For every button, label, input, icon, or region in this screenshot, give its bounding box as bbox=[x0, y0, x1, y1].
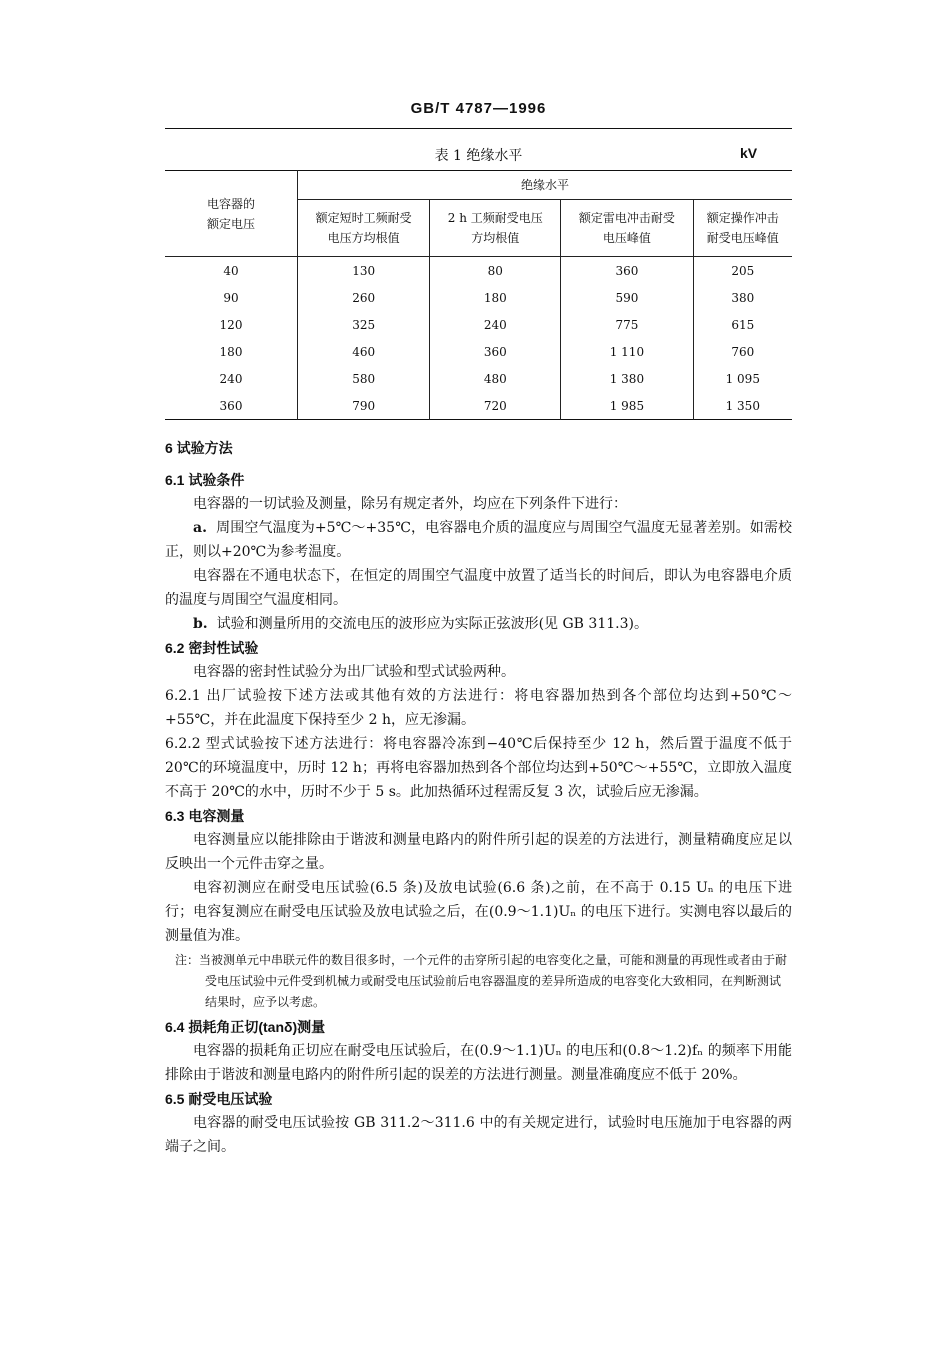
table-cell: 260 bbox=[298, 284, 430, 311]
paragraph: 6.2.1 出厂试验按下述方法或其他有效的方法进行：将电容器加热到各个部位均达到+50℃～+55℃，并在此温度下保持至少 2 h，应无渗漏。 bbox=[165, 688, 792, 728]
table-cell: 40 bbox=[165, 257, 298, 285]
table-cell: 180 bbox=[430, 284, 561, 311]
section-heading: 6.4 损耗角正切(tanδ)测量 bbox=[165, 1019, 326, 1035]
table-cell: 360 bbox=[165, 392, 298, 420]
list-text: 周围空气温度为+5℃～+35℃，电容器电介质的温度应与周围空气温度无显著差别。如需校正，则以+20℃为参考温度。 bbox=[165, 520, 792, 560]
table-cell: 580 bbox=[298, 365, 430, 392]
table-cell: 615 bbox=[693, 311, 792, 338]
list-item bbox=[165, 612, 792, 636]
insulation-level-table bbox=[165, 170, 792, 420]
table-cell: 240 bbox=[165, 365, 298, 392]
group-header: 绝缘水平 bbox=[298, 171, 793, 200]
paragraph: 电容器的一切试验及测量，除另有规定者外，均应在下列条件下进行： bbox=[193, 496, 627, 512]
section-heading: 6 试验方法 bbox=[165, 440, 233, 456]
list-text: 试验和测量所用的交流电压的波形应为实际正弦波形(见 GB 311.3)。 bbox=[216, 616, 648, 632]
list-label: b. bbox=[193, 616, 208, 632]
page-header: GB/T 4787—1996 bbox=[410, 100, 547, 117]
column-header: 额定雷电冲击耐受 电压峰值 bbox=[561, 200, 693, 257]
section-heading: 6.2 密封性试验 bbox=[165, 640, 259, 656]
table-cell: 590 bbox=[561, 284, 693, 311]
section-heading: 6.5 耐受电压试验 bbox=[165, 1091, 273, 1107]
list-item bbox=[165, 516, 792, 564]
table-row bbox=[165, 392, 792, 420]
table-cell: 180 bbox=[165, 338, 298, 365]
table-row bbox=[165, 257, 792, 285]
list-label: a. bbox=[193, 520, 207, 536]
table-cell: 380 bbox=[693, 284, 792, 311]
section-heading: 6.3 电容测量 bbox=[165, 808, 245, 824]
table-cell: 1 350 bbox=[693, 392, 792, 420]
body-text bbox=[165, 436, 792, 1159]
section-heading: 6.1 试验条件 bbox=[165, 472, 245, 488]
paragraph: 电容器的耐受电压试验按 GB 311.2～311.6 中的有关规定进行，试验时电压施加于电容器的两端子之间。 bbox=[165, 1115, 792, 1155]
table-cell: 120 bbox=[165, 311, 298, 338]
table-row bbox=[165, 338, 792, 365]
table-cell: 1 985 bbox=[561, 392, 693, 420]
row-header: 电容器的 额定电压 bbox=[165, 171, 298, 257]
table-cell: 80 bbox=[430, 257, 561, 285]
table-cell: 775 bbox=[561, 311, 693, 338]
table-cell: 360 bbox=[561, 257, 693, 285]
table-cell: 480 bbox=[430, 365, 561, 392]
column-header: 额定短时工频耐受 电压方均根值 bbox=[298, 200, 430, 257]
column-header: 2 h 工频耐受电压 方均根值 bbox=[430, 200, 561, 257]
table-cell: 1 095 bbox=[693, 365, 792, 392]
table-cell: 1 380 bbox=[561, 365, 693, 392]
table-caption: 表 1 绝缘水平 bbox=[434, 148, 523, 164]
column-header: 额定操作冲击 耐受电压峰值 bbox=[693, 200, 792, 257]
paragraph: 电容器在不通电状态下，在恒定的周围空气温度中放置了适当长的时间后，即认为电容器电介质的温度与周围空气温度相同。 bbox=[165, 568, 792, 608]
table-cell: 720 bbox=[430, 392, 561, 420]
table-cell: 790 bbox=[298, 392, 430, 420]
paragraph: 电容测量应以能排除由于谐波和测量电路内的附件所引起的误差的方法进行，测量精确度应足以反映出一个元件击穿之量。 bbox=[165, 832, 792, 872]
table-cell: 1 110 bbox=[561, 338, 693, 365]
table-cell: 325 bbox=[298, 311, 430, 338]
paragraph: 6.2.2 型式试验按下述方法进行：将电容器冷冻到−40℃后保持至少 12 h，然后置于温度不低于 20℃的环境温度中，历时 12 h；再将电容器加热到各个部位均达到+50℃～+55℃，立即放入温度不高于 20℃的水中，历时不少于 5 s。此加热循环过程需反复 3 次，试验后应无渗漏。 bbox=[165, 736, 792, 800]
table-cell: 90 bbox=[165, 284, 298, 311]
paragraph: 电容初测应在耐受电压试验(6.5 条)及放电试验(6.6 条)之前，在不高于 0.15 Uₙ 的电压下进行；电容复测应在耐受电压试验及放电试验之后，在(0.9～1.1)Uₙ 的电压下进行。实测电容以最后的测量值为准。 bbox=[165, 880, 792, 944]
header-rule bbox=[165, 128, 792, 129]
table-cell: 205 bbox=[693, 257, 792, 285]
table-unit: kV bbox=[740, 145, 758, 161]
table-row bbox=[165, 284, 792, 311]
table-cell: 240 bbox=[430, 311, 561, 338]
paragraph: 电容器的密封性试验分为出厂试验和型式试验两种。 bbox=[193, 664, 515, 680]
note: 注：当被测单元中串联元件的数目很多时，一个元件的击穿所引起的电容变化之量，可能和测量的再现性或者由于耐受电压试验中元件受到机械力或耐受电压试验前后电容器温度的差异所造成的电容变化大致相同，在判断测试结果时，应予以考虑。 bbox=[175, 953, 788, 1009]
table-cell: 130 bbox=[298, 257, 430, 285]
table-row bbox=[165, 311, 792, 338]
table-cell: 360 bbox=[430, 338, 561, 365]
table-cell: 760 bbox=[693, 338, 792, 365]
table-row bbox=[165, 365, 792, 392]
table-cell: 460 bbox=[298, 338, 430, 365]
paragraph: 电容器的损耗角正切应在耐受电压试验后，在(0.9～1.1)Uₙ 的电压和(0.8～1.2)fₙ 的频率下用能排除由于谐波和测量电路内的附件所引起的误差的方法进行测量。测量准确度应不低于 20%。 bbox=[165, 1043, 792, 1083]
